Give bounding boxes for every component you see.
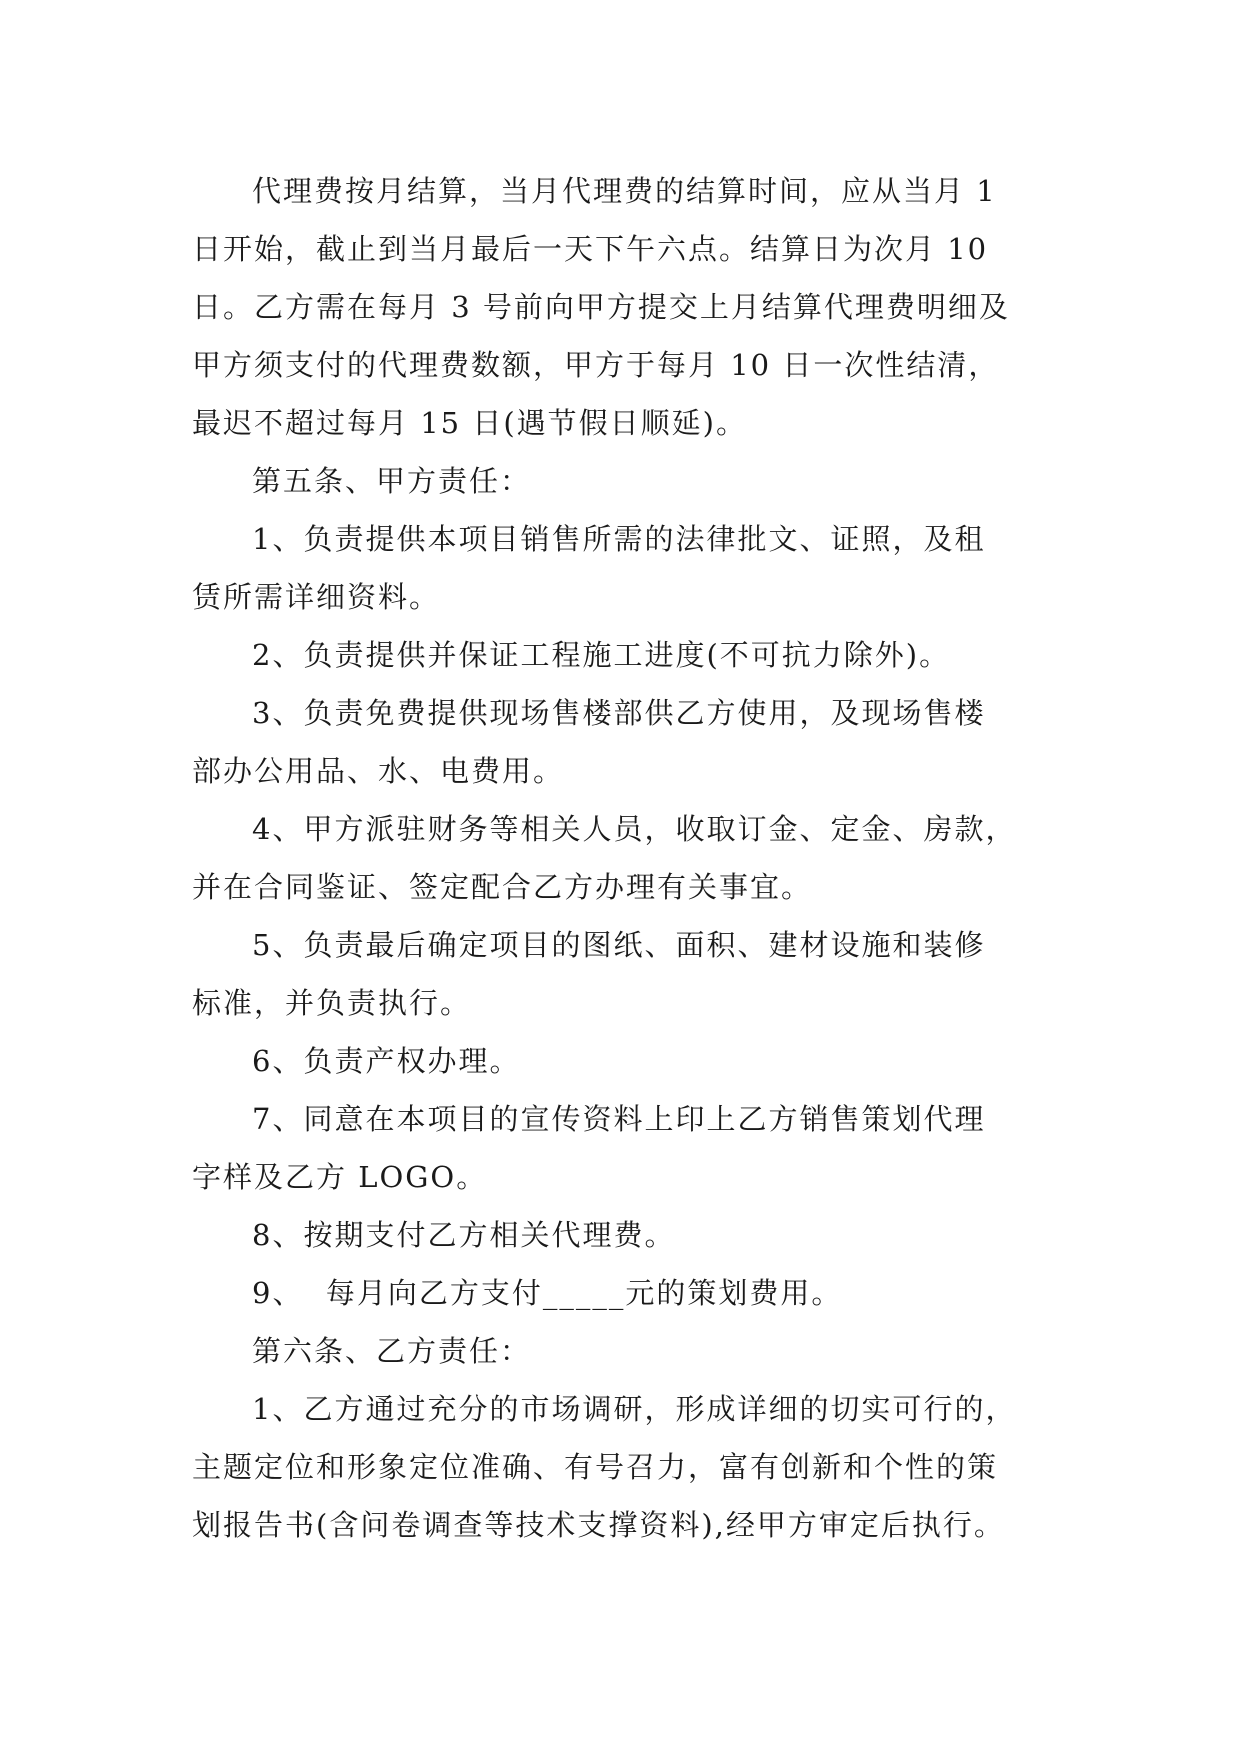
article-6-item-1: [192, 1380, 1062, 1554]
text-line: 部办公用品、水、电费用。: [192, 754, 565, 788]
text-line: 赁所需详细资料。: [192, 580, 441, 614]
article-5-item-1: [192, 510, 1062, 626]
article-5-item-8: [192, 1206, 1062, 1264]
text-line: 主题定位和形象定位准确、有号召力，富有创新和个性的策: [192, 1450, 999, 1484]
text-line: 标准，并负责执行。: [192, 986, 472, 1020]
text-line: 7、同意在本项目的宣传资料上印上乙方销售策划代理: [252, 1102, 986, 1136]
text-line: 日。乙方需在每月 3 号前向甲方提交上月结算代理费明细及: [192, 290, 1010, 324]
article-6-heading: [192, 1322, 1062, 1380]
text-line: 3、负责免费提供现场售楼部供乙方使用，及现场售楼: [252, 696, 986, 730]
text-line: 5、负责最后确定项目的图纸、面积、建材设施和装修: [252, 928, 986, 962]
text-line: 划报告书(含问卷调查等技术支撑资料),经甲方审定后执行。: [192, 1508, 1005, 1542]
text-line: 代理费按月结算，当月代理费的结算时间，应从当月 1: [252, 174, 997, 208]
article-5-item-4: [192, 800, 1062, 916]
text-line: 9、 每月向乙方支付_____元的策划费用。: [252, 1276, 843, 1310]
paragraph-fee-settlement: [192, 162, 1062, 452]
text-line: 并在合同鉴证、签定配合乙方办理有关事宜。: [192, 870, 813, 904]
article-5-item-6: [192, 1032, 1062, 1090]
section-heading: 第五条、甲方责任：: [252, 464, 532, 498]
text-line: 1、乙方通过充分的市场调研，形成详细的切实可行的，: [252, 1392, 1017, 1426]
text-line: 1、负责提供本项目销售所需的法律批文、证照，及租: [252, 522, 986, 556]
article-5-heading: [192, 452, 1062, 510]
text-line: 字样及乙方 LOGO。: [192, 1160, 488, 1194]
text-line: 4、甲方派驻财务等相关人员，收取订金、定金、房款，: [252, 812, 1017, 846]
text-line: 甲方须支付的代理费数额，甲方于每月 10 日一次性结清，: [192, 348, 1000, 382]
article-5-item-3: [192, 684, 1062, 800]
document-body: [192, 162, 1062, 1554]
text-line: 最迟不超过每月 15 日(遇节假日顺延)。: [192, 406, 747, 440]
article-5-item-5: [192, 916, 1062, 1032]
text-line: 日开始，截止到当月最后一天下午六点。结算日为次月 10: [192, 232, 989, 266]
article-5-item-9: [192, 1264, 1062, 1322]
text-line: 2、负责提供并保证工程施工进度(不可抗力除外)。: [252, 638, 951, 672]
text-line: 6、负责产权办理。: [252, 1044, 521, 1078]
section-heading: 第六条、乙方责任：: [252, 1334, 532, 1368]
text-line: 8、按期支付乙方相关代理费。: [252, 1218, 676, 1252]
article-5-item-7: [192, 1090, 1062, 1206]
article-5-item-2: [192, 626, 1062, 684]
